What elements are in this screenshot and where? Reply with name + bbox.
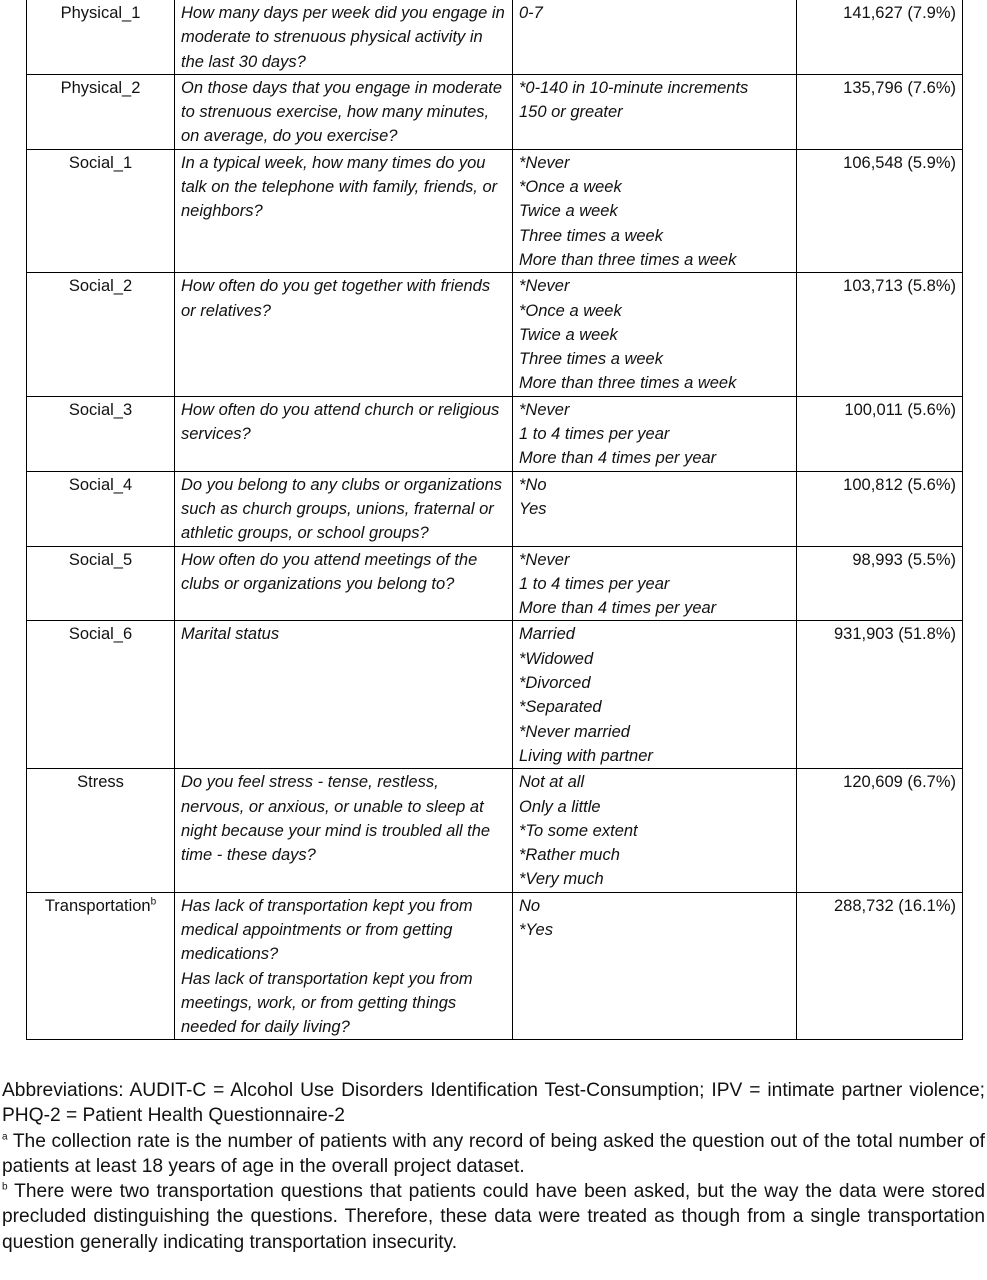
response-option: Only a little: [519, 797, 601, 816]
responses-cell: [513, 621, 797, 769]
question-cell: [175, 273, 513, 396]
response-option: *Never: [519, 550, 570, 569]
response-option: *Never married: [519, 722, 630, 741]
row-name: Transportation: [44, 896, 151, 915]
table-body: [27, 0, 963, 1040]
row-name: Physical_2: [60, 78, 141, 97]
response-option: *Very much: [519, 870, 604, 889]
question-cell: [175, 396, 513, 471]
question-text: How often do you get together with friends or relatives?: [181, 277, 491, 320]
response-option: Living with partner: [519, 746, 653, 765]
response-option: Three times a week: [519, 226, 663, 245]
collection-rate-cell: 135,796 (7.6%): [797, 74, 963, 149]
row-name: Physical_1: [60, 4, 141, 22]
response-option: *Never: [519, 153, 570, 172]
row-name: Social_1: [68, 153, 133, 172]
response-option: *Never: [519, 400, 570, 419]
question-text: Do you feel stress - tense, restless, nervous, or anxious, or unable to sleep at night because your mind is troubled all the time - these days?: [181, 773, 491, 865]
question-cell: [175, 892, 513, 1040]
response-option: *Rather much: [519, 846, 620, 865]
table-row: [27, 396, 963, 471]
table-row: [27, 892, 963, 1040]
row-name-cell: [27, 0, 175, 74]
question-text: How often do you attend church or religious services?: [181, 400, 500, 444]
row-name-cell: [27, 621, 175, 769]
table-row: [27, 769, 963, 892]
row-name-cell: [27, 892, 175, 1040]
responses-cell: [513, 769, 797, 892]
question-cell: [175, 74, 513, 149]
response-option: *Once a week: [519, 178, 622, 197]
question-cell: [175, 471, 513, 546]
row-name-cell: [27, 396, 175, 471]
responses-cell: [513, 546, 797, 621]
response-option: *Separated: [519, 698, 602, 717]
collection-rate-cell: 100,812 (5.6%): [797, 471, 963, 546]
table-row: [27, 74, 963, 149]
question-text: Marital status: [181, 625, 280, 644]
row-name-cell: [27, 273, 175, 396]
response-option: Twice a week: [519, 202, 618, 221]
row-name-cell: [27, 471, 175, 546]
question-cell: [175, 0, 513, 74]
response-option: 0-7: [519, 4, 543, 22]
footnote-a-marker: a: [2, 1131, 8, 1143]
response-option: *Divorced: [519, 674, 591, 693]
table-row: [27, 621, 963, 769]
question-text: How many days per week did you engage in moderate to strenuous physical activity in the last 30 days?: [181, 4, 505, 71]
responses-cell: [513, 74, 797, 149]
row-name: Social_3: [68, 400, 133, 419]
row-name: Stress: [77, 773, 124, 792]
collection-rate-cell: 106,548 (5.9%): [797, 149, 963, 272]
question-cell: [175, 769, 513, 892]
footnote-b-marker: b: [2, 1181, 8, 1193]
footnote-b-text: There were two transportation questions that patients could have been asked, but the way the data were stored precluded distinguishing the questions. Therefore, these data were treated as though from a single transportation question generally indicating transportation insecurity.: [2, 1181, 986, 1253]
row-name: Social_2: [68, 277, 133, 296]
collection-rate-cell: 103,713 (5.8%): [797, 273, 963, 396]
collection-rate-cell: 931,903 (51.8%): [797, 621, 963, 769]
table-row: [27, 471, 963, 546]
response-option: Three times a week: [519, 350, 663, 369]
question-text: On those days that you engage in moderate to strenuous exercise, how many minutes, on average, do you exercise?: [181, 78, 503, 146]
row-name: Social_6: [68, 625, 133, 644]
row-name-cell: [27, 546, 175, 621]
footnote-a: [2, 1129, 985, 1180]
collection-rate-cell: 120,609 (6.7%): [797, 769, 963, 892]
row-name-cell: [27, 769, 175, 892]
question-cell: [175, 546, 513, 621]
footnote-marker: b: [150, 896, 157, 908]
table-row: [27, 0, 963, 74]
question-cell: [175, 149, 513, 272]
response-option: Not at all: [519, 773, 585, 792]
question-cell: [175, 621, 513, 769]
sdoh-questions-table: [26, 0, 963, 1040]
question-text: Has lack of transportation kept you from medical appointments or from getting medications?: [181, 896, 473, 964]
table-notes: [2, 1078, 985, 1255]
collection-rate-cell: 288,732 (16.1%): [797, 892, 963, 1040]
response-option: *Widowed: [519, 649, 594, 668]
abbreviations-note: Abbreviations: AUDIT-C = Alcohol Use Disorders Identification Test-Consumption; IPV = intimate partner violence; PHQ-2 = Patient Health Questionnaire-2: [2, 1080, 985, 1127]
row-name-cell: [27, 149, 175, 272]
responses-cell: [513, 273, 797, 396]
responses-cell: [513, 471, 797, 546]
question-text: How often do you attend meetings of the clubs or organizations you belong to?: [181, 550, 478, 593]
response-option: More than 4 times per year: [519, 449, 717, 468]
question-text: Has lack of transportation kept you from meetings, work, or from getting things needed for daily living?: [181, 969, 473, 1037]
response-option: 1 to 4 times per year: [519, 425, 670, 444]
response-option: No: [519, 896, 541, 915]
row-name: Social_4: [68, 475, 133, 494]
responses-cell: [513, 396, 797, 471]
response-option: *0-140 in 10-minute increments: [519, 78, 749, 97]
footnote-a-text: The collection rate is the number of patients with any record of being asked the question out of the total number of patients at least 18 years of age in the overall project dataset.: [2, 1130, 985, 1177]
table-row: [27, 149, 963, 272]
response-option: 150 or greater: [519, 103, 623, 122]
response-option: *Yes: [519, 920, 553, 939]
response-option: More than three times a week: [519, 374, 737, 393]
response-option: Married: [519, 625, 575, 644]
responses-cell: [513, 149, 797, 272]
response-option: Yes: [519, 499, 547, 518]
collection-rate-cell: 141,627 (7.9%): [797, 0, 963, 74]
collection-rate-cell: 98,993 (5.5%): [797, 546, 963, 621]
collection-rate-cell: 100,011 (5.6%): [797, 396, 963, 471]
question-text: Do you belong to any clubs or organizations such as church groups, unions, fraternal or athletic groups, or school groups?: [181, 475, 503, 543]
response-option: More than 4 times per year: [519, 599, 717, 618]
response-option: Twice a week: [519, 325, 618, 344]
response-option: *To some extent: [519, 821, 638, 840]
table-row: [27, 546, 963, 621]
footnote-b: [2, 1179, 985, 1255]
table-row: [27, 273, 963, 396]
response-option: *Once a week: [519, 301, 622, 320]
response-option: 1 to 4 times per year: [519, 574, 670, 593]
response-option: *Never: [519, 277, 570, 296]
responses-cell: [513, 0, 797, 74]
question-text: In a typical week, how many times do you talk on the telephone with family, friends, or neighbors?: [181, 153, 498, 221]
response-option: *No: [519, 475, 547, 494]
responses-cell: [513, 892, 797, 1040]
row-name-cell: [27, 74, 175, 149]
response-option: More than three times a week: [519, 250, 737, 269]
row-name: Social_5: [68, 550, 133, 569]
